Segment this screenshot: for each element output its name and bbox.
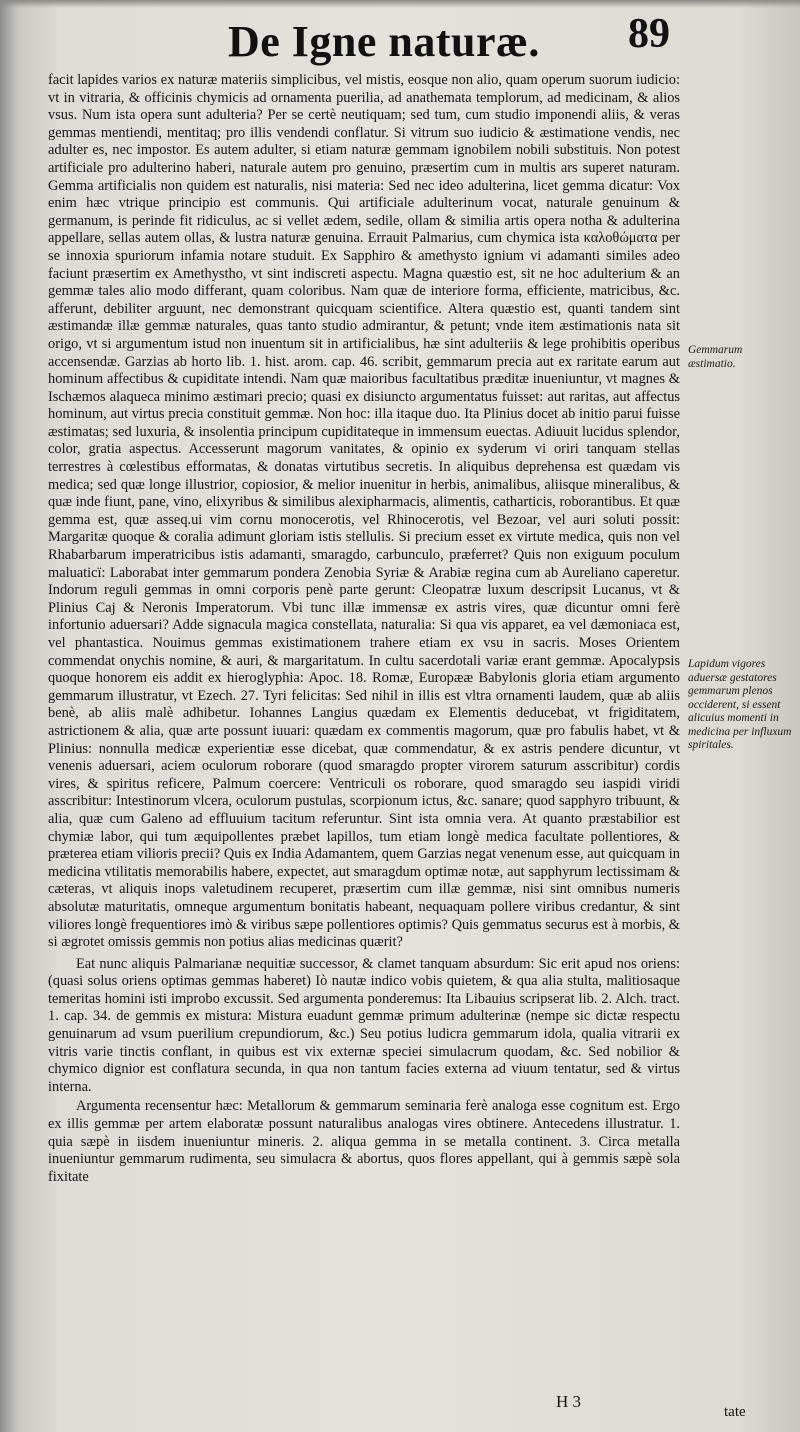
- running-title: De Igne naturæ.: [228, 17, 540, 66]
- catchword: tate: [724, 1404, 746, 1420]
- body-text: [48, 72, 680, 1186]
- paragraph: Eat nunc aliquis Palmarianæ nequitiæ successor, & clamet tanquam absurdum: Sic erit apud nos oriens: (quasi solus oriens optimas gemmas haberet) Iò nautæ indico vobis quietem, & qua alia stulta, malitiosaque temeritas homini isti improbo excussit. Sed argumenta ponderemus: Ita Libauius scripserat lib. 2. Alch. tract. 1. cap. 34. de gemmis ex mistura: Mistura euadunt gemmæ primum adulterinæ (nempe sic dictæ respectu genuinarum ad vsum puerilium crepundiorum, &c.) Seu potius ludicra gemmarum idola, qualia vitrarii ex vitris varie tinctis conflant, in quibus est vix externæ speciei simulacrum quodam, &c. Sed nobilior & chymico dignior est conflatura secunda, in qua non tantum facies externa ad viuum tentatur, sed & virtus interna.: [48, 955, 680, 1095]
- margin-note: Gemmarum æstimatio.: [688, 344, 743, 370]
- page-header: [0, 6, 800, 66]
- page-number: 89: [628, 11, 670, 57]
- signature-mark: H 3: [556, 1392, 582, 1411]
- paragraph: Argumenta recensentur hæc: Metallorum & gemmarum seminaria ferè analoga esse cognitum est. Ergo ex illis gemmæ per artem elaboratæ possunt naturalibus analogas vires obtinere. Antecedens illustratur. 1. quia sæpè in iisdem inueniuntur mineris. 2. aliqua gemma in se metalla continent. 3. Circa metalla inueniuntur gemmarum rudimenta, seu simulacra & abortus, quos flores appellant, qui à gemmis sæpè sola fixitate: [48, 1098, 680, 1185]
- paragraph: facit lapides varios ex naturæ materiis simplicibus, vel mistis, eosque non alio, quam operum suorum iudicio: vt in vitraria, & officinis chymicis ad ornamenta puerilia, ad anathemata templorum, ad medicinam, & alios vsus. Num ista opera sunt adulteria? Per se certè neutiquam; sed tum, cum studio imponendi aliis, & veras gemmas mentiendi, mentitaq; pro illis vendendi conflatur. Si vitrum suo iudicio & æstimatione vendis, nec adulter es, nec impostor. Es autem adulter, si etiam naturæ gemmam ignobilem nobili substituis. Non potest artificiale pro adulterino haberi, naturale autem pro genuino, præsertim cum in multis ars superet naturam. Gemma artificialis non quidem est naturalis, nisi materia: Sed nec ideo adulterina, licet gemma dicatur: Vox enim hæc vtrique principio est communis. Qui artificiale adulterinum vocat, naturale genuinum & germanum, is perinde fit ridiculus, ac si vellet ædem, sedile, ollam & similia artis opera notha & adulterina appellare, sellas autem ollas, & lustra naturæ genuina. Errauit Palmarius, cum chymica ista καλοθώματα per se innoxia spuriorum infamia notare studuit. Ex Sapphiro & amethysto ignium vi adamanti similes adeo faciunt præsertim ex Amethystho, vt sint indiscreti aspectu. Magna quæstio est, sit ne hoc adulterium & an gemmæ tales alio modo differant, quam coloribus. Nam quæ de interiore forma, efficiente, matricibus, &c. afferunt, debiliter arguunt, nec demonstrant quicquam scientifice. Altera quæstio est, quanti tandem sint æstimandæ illæ gemmæ naturales, quas tanto studio admirantur, & petunt; vnde item æstimationis nata sit origo, vt si argumentum istud non inuentum sit in artificialibus, hæ sint adulteriis & lege prohibitis operibus accensendæ. Garzias ab horto lib. 1. hist. arom. cap. 46. scribit, gemmarum precia aut ex raritate earum aut hominum affectibus & cupiditate intendi. Nam quæ maioribus facultatibus præditæ inueniuntur, vt magnes & Ischæmos alaqueca minimo æstimari precio; quasi ex disiuncto argumentatus fuisset: aut raritas, aut affectus hominum, aut virtus precia constituit gemmæ. Non hoc: illa itaque duo. Ita Plinius docet ab initio parui fuisse æstimatas; sed luxuria, & insolentia principum cupiditateque in immensum euectas. Adiuuit lucidus splendor, color, gratia aspectus. Accesserunt magorum vanitates, & opinio ex syderum vi oriri tanquam stellas terrestres à cœlestibus efformatas, & donatas virtutibus secretis. In aliquibus deprehensa est quædam vis medica; sed quæ longe illustrior, copiosior, & melior inuenitur in herbis, animalibus, aliisque mineralibus, & quæ inde fiunt, pane, vino, elixyribus & similibus alexipharmacis, alimentis, catharticis, roborantibus. Et quæ gemma est, quæ asseq.ui vim cornu monocerotis, vel Rhinocerotis, vel Bezoar, vel auri soluti possit: Margaritæ quoque & coralia adimunt gloriam istis stellulis. Si precium esset ex virtute medica, quis non vel Rhabarbarum imperatricibus istis adamanti, smaragdo, carbunculo, præferret? Quis non exiguum poculum maluaticï: Laborabat inter gemmarum pondera Zenobia Syriæ & Arabiæ regina cum ab Aureliano caperetur. Indorum reguli gemmas in omni corporis penè parte gerunt: Cleopatræ luxum descripsit Lucanus, vt & Plinius Caj & Neronis Imperatorum. Vbi tunc illæ immensæ ex astris vires, quæ dicuntur omni ferè infortunio aduersari? Adde signacula magica constellata, naturalia: Si qua vis apparet, ea vel dæmoniaca est, vel phantastica. Nouimus gemmas existimationem trahere etiam ex vsu in sacris. Moses Orientem commendat onychis nomine, & auri, & margaritatum. In cultu sacerdotali variæ erant gemmæ. Apocalypsis quoque honorem eis addit ex hieroglyphia: Apoc. 18. Romæ, Europææ Babylonis gloria etiam argumento gemmarum illustratur, vt Ezech. 27. Tyri felicitas: Sed nihil in illis est vltra ornamenti laudem, quæ ab aliis benè, ab aliis malè adhibetur. Iohannes Langius quædam ex Elementis deducebat, vt frigiditatem, astrictionem & alia, quæ arte possunt iuuari: quædam ex commentis magorum, quæ pro fabulis habet, vt & Plinius: nonnulla medicæ experientiæ esse dicebat, quæ commendatur, & ex astris pendere dicuntur, vt venenis aduersari, aciem oculorum roborare (quod smaragdo propter virorem saturum asscribitur) cordis vires, & spiritus reficere, Palmum coercere: Ventriculi os roborare, quod smaragdo seu iaspidi viridi asscribitur: Intestinorum vlcera, oculorum pustulas, scorpionum ictus, &c. sanare; quod sapphyro tribuunt, & alia, quæ cum Galeno ad effluuium tacitum referuntur. Sint ista omnia vera. At quanto præstabilior est chymiæ labor, qui tum æquipollentes præbet lapillos, tum etiam longè medica facultate pollentiores, & præterea etiam vilioris precii? Quis ex India Adamantem, quem Garzias negat venenum esse, aut quicquam in medicina vtilitatis memorabilis habere, expectet, aut smaragdum optimæ notæ, aut sapphyrum lectissimam & cæteras, vt aliquis inops valetudinem recuperet, præsertim cum illæ gemmæ, nisi sint omnibus numeris absolutæ maturitatis, omneque argumentum bonitatis habeant, nequaquam pollere viribus credantur, & sint viliores longè frequentiores imò & viribus sæpe pollentiores optimis? Quis gemmatus securus est à morbis, & si ægrotet omissis gemmis non potius alias medicinas quærit?: [48, 72, 680, 951]
- margin-note: Lapidum vigores aduersæ gestatores gemmarum plenos occiderent, si essent alicuius momenti in medicina per influxum spiritales.: [688, 658, 792, 751]
